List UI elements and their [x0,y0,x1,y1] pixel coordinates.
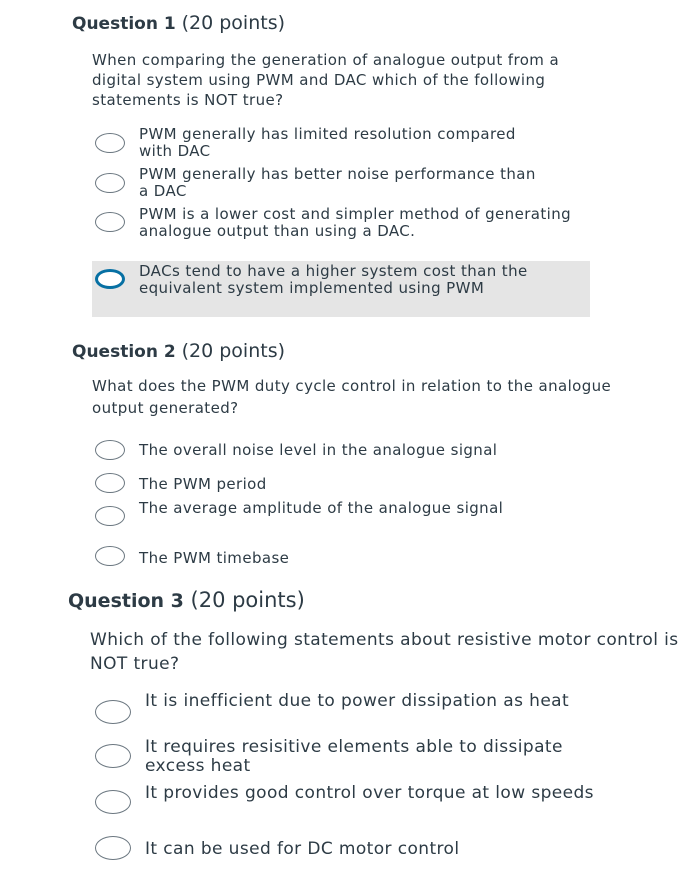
answer-option-selected[interactable] [92,261,590,317]
question-number: Question 3 [68,590,184,612]
radio-button[interactable] [95,790,131,814]
radio-button[interactable] [95,173,125,193]
question-text: Which of the following statements about resistive motor control is NOT true? [90,630,679,674]
question-number: Question 1 [72,14,176,34]
question-text: When comparing the generation of analogue output from a digital system using PWM and DAC which of the following statements is NOT true? [92,51,560,109]
answer-option[interactable] [92,164,590,204]
option-label: It can be used for DC motor control [145,839,460,859]
radio-button[interactable] [95,473,125,493]
answer-option[interactable] [92,436,590,466]
option-label: PWM is a lower cost and simpler method of generating analogue output than using a DAC. [139,205,572,240]
option-label: The PWM period [139,475,267,493]
option-label: It requires resisitive elements able to dissipate excess heat [145,737,563,776]
option-label: PWM generally has limited resolution compared with DAC [139,125,516,160]
option-label: The overall noise level in the analogue signal [139,441,498,459]
radio-button[interactable] [95,133,125,153]
radio-button-checked[interactable] [95,269,125,289]
answer-option[interactable] [92,470,590,500]
answer-option[interactable] [92,204,590,260]
answer-option[interactable] [92,834,652,868]
answer-option[interactable] [92,542,590,572]
question-points: (20 points) [190,588,305,612]
question-points: (20 points) [181,340,286,362]
radio-button[interactable] [95,836,131,860]
question-title [72,340,285,362]
radio-button[interactable] [95,506,125,526]
radio-button[interactable] [95,744,131,768]
option-label: The average amplitude of the analogue signal [139,499,504,517]
radio-button[interactable] [95,700,131,724]
option-label: DACs tend to have a higher system cost than the equivalent system implemented using PWM [139,262,528,297]
question-number: Question 2 [72,342,176,362]
question-points: (20 points) [181,12,286,34]
answer-option[interactable] [92,736,652,778]
answer-option[interactable] [92,690,652,732]
radio-button[interactable] [95,440,125,460]
answer-option[interactable] [92,124,590,164]
answer-option[interactable] [92,782,652,824]
radio-button[interactable] [95,212,125,232]
question-text: What does the PWM duty cycle control in relation to the analogue output generated? [92,377,612,417]
question-title [68,588,305,612]
option-label: It is inefficient due to power dissipation as heat [145,691,570,711]
option-label: PWM generally has better noise performance than a DAC [139,165,536,200]
radio-button[interactable] [95,546,125,566]
option-label: The PWM timebase [139,549,290,567]
question-title [72,12,285,34]
option-label: It provides good control over torque at low speeds [145,783,594,803]
answer-option[interactable] [92,498,590,538]
